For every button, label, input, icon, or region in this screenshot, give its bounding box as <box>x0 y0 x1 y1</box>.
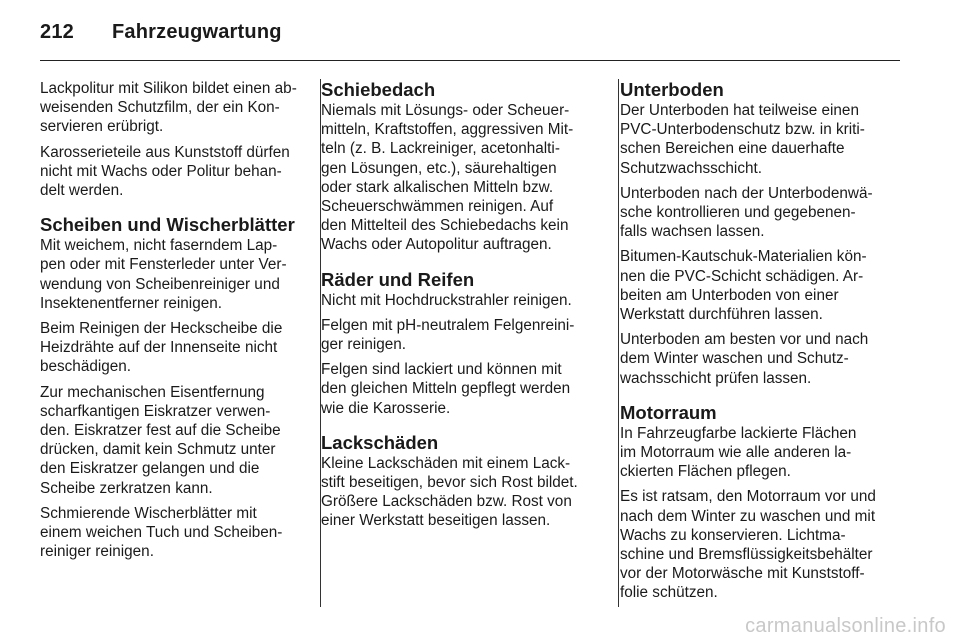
section-motorraum <box>620 402 882 603</box>
section-heading: Unterboden <box>620 79 724 100</box>
text-line: wie die Karosserie. <box>321 399 451 417</box>
text-line: nen die PVC-Schicht schädigen. Ar- <box>620 267 864 285</box>
text-line: Bitumen-Kautschuk-Materialien kön- <box>620 248 867 266</box>
text-line: Schmierende Wischerblätter mit <box>40 504 257 522</box>
paragraph <box>40 236 302 313</box>
text-line: nicht mit Wachs oder Politur behan- <box>40 162 282 180</box>
section-unterboden <box>620 79 882 388</box>
text-line: reiniger reinigen. <box>40 543 154 561</box>
paragraph <box>40 383 302 498</box>
paragraph <box>620 330 882 388</box>
text-line: teln (z. B. Lackreiniger, acetonhalti- <box>321 140 560 158</box>
watermark: carmanualsonline.info <box>745 615 946 637</box>
section-heading: Räder und Reifen <box>321 268 475 290</box>
text-line: einem weichen Tuch und Scheiben- <box>40 524 283 542</box>
text-line: Schutzwachsschicht. <box>620 159 762 177</box>
text-line: wendung von Scheibenreiniger und <box>40 275 280 293</box>
header-rule <box>40 60 900 61</box>
paragraph <box>620 487 882 602</box>
text-line: Wachs zu konservieren. Lichtma- <box>620 526 846 544</box>
section-heading: Scheiben und Wischerblätter <box>40 214 295 236</box>
text-line: Nicht mit Hochdruckstrahler reinigen. <box>321 291 572 309</box>
section-heading: Schiebedach <box>321 79 436 100</box>
page-number: 212 <box>40 20 74 43</box>
paragraph <box>40 143 302 201</box>
text-line: den. Eiskratzer fest auf die Scheibe <box>40 422 281 440</box>
text-line: Lackpolitur mit Silikon bildet einen ab- <box>40 80 297 97</box>
paragraph <box>620 424 882 482</box>
text-line: oder stark alkalischen Mitteln bzw. <box>321 178 554 196</box>
paragraph <box>620 101 882 178</box>
text-line: mitteln, Kraftstoffen, aggressiven Mit- <box>321 121 574 139</box>
text-line: Unterboden am besten vor und nach <box>620 331 869 349</box>
text-line: vor der Motorwäsche mit Kunststoff- <box>620 565 865 583</box>
paragraph <box>620 247 882 324</box>
text-line: nach dem Winter zu waschen und mit <box>620 507 876 525</box>
paragraph <box>40 79 302 137</box>
text-line: den gleichen Mitteln gepflegt werden <box>321 380 571 398</box>
text-line: wachsschicht prüfen lassen. <box>620 369 812 387</box>
text-line: Werkstatt durchführen lassen. <box>620 306 823 324</box>
text-line: beschädigen. <box>40 358 132 376</box>
text-line: ger reinigen. <box>321 336 407 354</box>
content-columns <box>40 79 900 609</box>
paragraph <box>321 291 583 310</box>
text-line: Beim Reinigen der Heckscheibe die <box>40 320 283 338</box>
text-line: Unterboden nach der Unterbodenwä- <box>620 184 873 202</box>
text-line: delt werden. <box>40 182 124 200</box>
text-line: Mit weichem, nicht faserndem Lap- <box>40 237 278 255</box>
text-line: gen Lösungen, etc.), säurehaltigen <box>321 159 557 177</box>
paragraph <box>321 101 583 255</box>
text-line: stift beseitigen, bevor sich Rost bildet. <box>321 474 578 492</box>
column-1 <box>40 79 302 575</box>
text-line: Scheibe zerkratzen kann. <box>40 479 213 497</box>
paragraph <box>40 319 302 377</box>
section-raeder <box>321 269 583 418</box>
text-line: Kleine Lackschäden mit einem Lack- <box>321 454 571 472</box>
text-line: den Mittelteil des Schiebedachs kein <box>321 217 569 235</box>
text-line: Es ist ratsam, den Motorraum vor und <box>620 488 876 506</box>
text-line: folie schützen. <box>620 584 718 602</box>
chapter-title: Fahrzeugwartung <box>111 20 282 43</box>
text-line: Zur mechanischen Eisentfernung <box>40 383 265 401</box>
text-line: Scheuerschwämmen reinigen. Auf <box>321 198 554 216</box>
paragraph <box>40 504 302 562</box>
section-heading: Motorraum <box>620 401 717 423</box>
text-line: Der Unterboden hat teilweise einen <box>620 102 859 119</box>
text-line: Felgen mit pH-neutralem Felgenreini- <box>321 316 575 334</box>
text-line: Niemals mit Lösungs- oder Scheuer- <box>321 102 570 119</box>
text-line: PVC-Unterbodenschutz bzw. in kriti- <box>620 121 865 139</box>
section-heading: Lackschäden <box>321 431 439 453</box>
paragraph <box>321 454 583 531</box>
text-line: pen oder mit Fensterleder unter Ver- <box>40 256 287 274</box>
section-schiebedach <box>321 79 583 255</box>
text-line: ckierten Flächen pflegen. <box>620 463 791 481</box>
text-line: im Motorraum wie alle anderen la- <box>620 444 852 462</box>
text-line: In Fahrzeugfarbe lackierte Flächen <box>620 424 857 442</box>
paragraph <box>321 316 583 354</box>
text-line: einer Werkstatt beseitigen lassen. <box>321 512 551 530</box>
text-line: dem Winter waschen und Schutz- <box>620 350 849 368</box>
text-line: Heizdrähte auf der Innenseite nicht <box>40 339 278 357</box>
text-line: schen Bereichen eine dauerhafte <box>620 140 845 158</box>
text-line: drücken, damit kein Schmutz unter <box>40 441 276 459</box>
text-line: Felgen sind lackiert und können mit <box>321 361 562 379</box>
paragraph <box>321 360 583 418</box>
text-line: beiten am Unterboden von einer <box>620 286 839 304</box>
text-line: Wachs oder Autopolitur auftragen. <box>321 236 552 254</box>
column-divider <box>618 79 619 607</box>
text-line: den Eiskratzer gelangen und die <box>40 460 260 478</box>
text-line: weisenden Schutzfilm, der ein Kon- <box>40 99 280 117</box>
page-header <box>40 14 282 50</box>
text-line: falls wachsen lassen. <box>620 223 765 241</box>
text-line: Größere Lackschäden bzw. Rost von <box>321 493 572 511</box>
section-lackschaeden <box>321 432 583 531</box>
section-intro <box>40 79 302 200</box>
text-line: sche kontrollieren und gegebenen- <box>620 204 856 222</box>
text-line: Insektenentferner reinigen. <box>40 294 222 312</box>
section-scheiben <box>40 214 302 561</box>
text-line: schine und Bremsflüssigkeitsbehälter <box>620 546 873 564</box>
text-line: scharfkantigen Eiskratzer verwen- <box>40 402 271 420</box>
text-line: servieren erübrigt. <box>40 118 164 136</box>
column-3 <box>620 79 882 617</box>
column-2 <box>321 79 583 545</box>
paragraph <box>620 184 882 242</box>
text-line: Karosserieteile aus Kunststoff dürfen <box>40 143 290 161</box>
